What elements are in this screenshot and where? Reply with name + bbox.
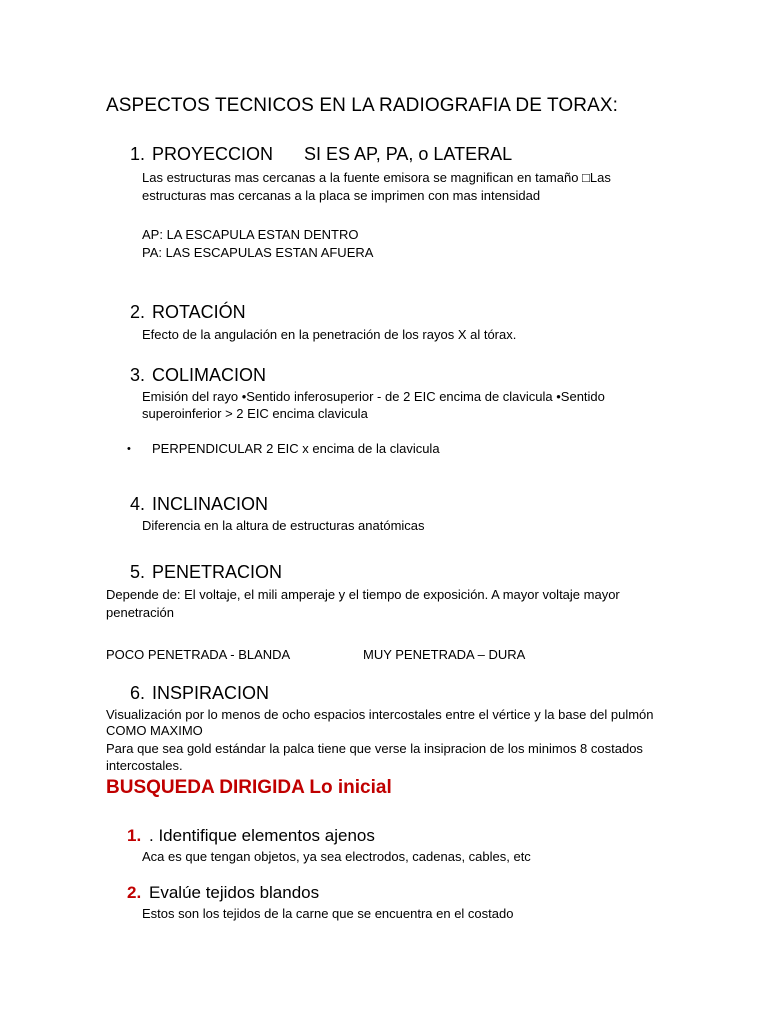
section-2-body: Efecto de la angulación en la penetración de los rayos X al tórax. bbox=[142, 327, 517, 342]
busqueda-item-1-heading bbox=[127, 826, 375, 846]
busqueda-item-2-number: 2. bbox=[127, 883, 142, 902]
section-1-body-line-1: Las estructuras mas cercanas a la fuente emisora se magnifican en tamaño □Las bbox=[142, 170, 611, 185]
page-title: ASPECTOS TECNICOS EN LA RADIOGRAFIA DE TORAX: bbox=[106, 95, 619, 116]
section-4-body: Diferencia en la altura de estructuras anatómicas bbox=[142, 518, 425, 533]
busqueda-heading: BUSQUEDA DIRIGIDA Lo inicial bbox=[106, 777, 392, 798]
busqueda-item-1-number: 1. bbox=[127, 826, 142, 845]
section-3-bullet-dot: • bbox=[127, 443, 131, 455]
section-3-body-line-2: superoinferior > 2 EIC encima clavicula bbox=[142, 406, 368, 421]
section-5-left-label: POCO PENETRADA - BLANDA bbox=[106, 647, 291, 662]
section-5-number: 5. bbox=[130, 562, 146, 582]
section-4-number: 4. bbox=[130, 494, 146, 514]
section-2-title: ROTACIÓN bbox=[152, 302, 246, 322]
section-1-pa-line: PA: LAS ESCAPULAS ESTAN AFUERA bbox=[142, 245, 374, 260]
section-6-title: INSPIRACION bbox=[152, 683, 270, 703]
busqueda-item-2-title: Evalúe tejidos blandos bbox=[149, 883, 320, 902]
section-3-title: COLIMACION bbox=[152, 365, 267, 385]
section-6-number: 6. bbox=[130, 683, 146, 703]
section-1-body-line-2: estructuras mas cercanas a la placa se imprimen con mas intensidad bbox=[142, 188, 541, 203]
section-5-heading bbox=[130, 562, 282, 583]
section-1-ap-line: AP: LA ESCAPULA ESTAN DENTRO bbox=[142, 227, 359, 242]
section-2-number: 2. bbox=[130, 302, 146, 322]
section-5-right-label: MUY PENETRADA – DURA bbox=[363, 647, 526, 662]
section-6-heading bbox=[130, 683, 269, 704]
busqueda-item-1-body: Aca es que tengan objetos, ya sea electrodos, cadenas, cables, etc bbox=[142, 849, 531, 864]
section-5-body-line-1: Depende de: El voltaje, el mili amperaje y el tiempo de exposición. A mayor voltaje mayor bbox=[106, 587, 620, 602]
section-4-title: INCLINACION bbox=[152, 494, 269, 514]
section-4-heading bbox=[130, 494, 268, 515]
section-1-heading bbox=[130, 144, 273, 165]
section-5-title: PENETRACION bbox=[152, 562, 283, 582]
busqueda-item-2-body: Estos son los tejidos de la carne que se encuentra en el costado bbox=[142, 906, 514, 921]
section-6-body-line-4: intercostales. bbox=[106, 758, 183, 773]
section-6-body-line-2: COMO MAXIMO bbox=[106, 723, 203, 738]
section-3-bullet-text: PERPENDICULAR 2 EIC x encima de la clavicula bbox=[152, 441, 440, 456]
section-3-heading bbox=[130, 365, 266, 386]
section-1-title: PROYECCION bbox=[152, 144, 274, 164]
section-6-body-line-1: Visualización por lo menos de ocho espacios intercostales entre el vértice y la base del pulmón bbox=[106, 707, 654, 722]
busqueda-item-1-title: . Identifique elementos ajenos bbox=[149, 826, 375, 845]
section-1-number: 1. bbox=[130, 144, 146, 164]
busqueda-item-2-heading bbox=[127, 883, 319, 903]
section-5-body-line-2: penetración bbox=[106, 605, 174, 620]
section-2-heading bbox=[130, 302, 246, 323]
section-3-number: 3. bbox=[130, 365, 146, 385]
section-1-title-extra: SI ES AP, PA, o LATERAL bbox=[304, 144, 513, 164]
section-6-body-line-3: Para que sea gold estándar la palca tiene que verse la insipracion de los minimos 8 costados bbox=[106, 741, 643, 756]
section-3-body-line-1: Emisión del rayo •Sentido inferosuperior - de 2 EIC encima de clavicula •Sentido bbox=[142, 389, 605, 404]
